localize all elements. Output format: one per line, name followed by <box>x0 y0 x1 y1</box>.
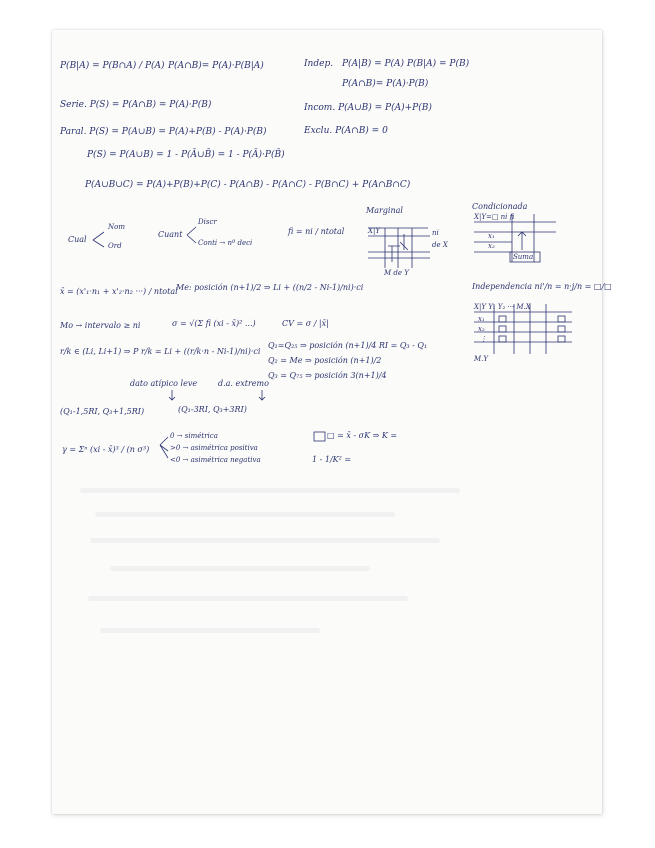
continua-label: Conti → nº deci <box>198 239 253 247</box>
discreta-label: Discr <box>198 218 217 226</box>
independence-row-x1: x₁ <box>478 315 485 323</box>
incompatible-formula: Incom. P(A∪B) = P(A)+P(B) <box>304 103 432 113</box>
condicionada-title: Condicionada <box>472 202 528 211</box>
skewness-symmetric: 0 → simétrica <box>170 432 218 440</box>
marginal-xy-header: X|Y <box>368 227 380 235</box>
marginal-de-x-label: de X <box>432 241 448 249</box>
independence-row-x2: x₂ <box>478 325 485 333</box>
marginal-de-y-label: M de Y <box>384 269 409 277</box>
exclusive-formula: Exclu. P(A∩B) = 0 <box>304 126 388 136</box>
skewness-formula: γ = Σⁿ (xi - x̄)³ / (n σ³) <box>62 445 150 454</box>
serie-formula: Serie. P(S) = P(A∩B) = P(A)·P(B) <box>60 100 212 110</box>
independence-table-header: X|Y Y₁ Y₂ ··· M.X <box>474 303 531 311</box>
marginal-title: Marginal <box>366 206 403 215</box>
condicionada-header: X|Y=□ ni fi <box>474 213 515 221</box>
condicionada-row-x1: x₁ <box>488 232 495 240</box>
independence-row-dots: ⋮ <box>480 335 487 343</box>
independence-table-title: Independencia ni'/n = n·j/n = □/□ <box>472 282 612 291</box>
independence-formula-1: P(A|B) = P(A) P(B|A) = P(B) <box>342 59 470 69</box>
atypical-extreme-label: d.a. extremo <box>218 379 269 388</box>
ordinal-label: Ord <box>108 242 122 250</box>
quartile-2-formula: Q₂ = Me ⇒ posición (n+1)/2 <box>268 356 382 365</box>
mean-formula: x̄ = (x'₁·n₁ + x'₂·n₂ ···) / ntotal <box>60 287 178 296</box>
marginal-ni-label: ni <box>432 229 439 237</box>
percentile-formula: r/k ∈ (Li, Li+1) ⇒ P r/k = Li + ((r/k·n - Ni-1)/ni)·ci <box>60 347 261 356</box>
cuantitativa-label: Cuant <box>158 230 183 239</box>
standard-deviation-formula: σ = √(Σ fi (xi - x̄)² ...) <box>172 319 256 328</box>
atypical-mild-label: dato atípico leve <box>130 379 198 388</box>
relative-frequency-formula: fi = ni / ntotal <box>288 227 345 236</box>
independence-marginal-y: M.Y <box>474 355 489 363</box>
three-event-union-formula: P(A∪B∪C) = P(A)+P(B)+P(C) - P(A∩B) - P(A∩C) - P(B∩C) + P(A∩B∩C) <box>85 180 411 190</box>
skewness-negative: <0 → asimétrica negativa <box>170 456 261 464</box>
mild-outlier-range: (Q₁-1,5RI, Q₃+1,5RI) <box>60 407 145 416</box>
coefficient-of-variation: CV = σ / |x̄| <box>282 319 329 328</box>
nominal-label: Nom <box>108 223 125 231</box>
mode-note: Mo → intervalo ≥ ni <box>60 321 141 330</box>
quartile-3-formula: Q₃ = Q₇₅ ⇒ posición 3(n+1)/4 <box>268 371 387 380</box>
quartile-1-formula: Q₁=Q₂₅ ⇒ posición (n+1)/4 RI = Q₃ - Q₁ <box>268 341 428 350</box>
skewness-positive: >0 → asimétrica positiva <box>170 444 258 452</box>
independence-label: Indep. <box>304 59 334 69</box>
conditional-probability-formula: P(B|A) = P(B∩A) / P(A) <box>60 61 165 71</box>
cualitativa-label: Cual <box>68 235 87 244</box>
condicionada-row-x2: x₂ <box>488 242 495 250</box>
condicionada-sum: Suma <box>513 253 534 261</box>
parallel-formula-2: P(S) = P(A∪B) = 1 - P(Ā∪B̄) = 1 - P(Ā)·P(B̄) <box>87 150 285 160</box>
parallel-formula: Paral. P(S) = P(A∪B) = P(A)+P(B) - P(A)·P(B) <box>60 127 267 137</box>
independence-formula-2: P(A∩B)= P(A)·P(B) <box>342 79 429 89</box>
chebyshev-formula: □ = x̄ - σK ⇒ K = <box>327 431 398 440</box>
median-formula: Me: posición (n+1)/2 ⇒ Li + ((n/2 - Ni-1)/ni)·ci <box>176 283 364 292</box>
extreme-outlier-range: (Q₁-3RI, Q₃+3RI) <box>178 405 247 414</box>
multiplication-rule: P(A∩B)= P(A)·P(B|A) <box>168 61 264 71</box>
chebyshev-formula-2: 1 - 1/K² = <box>312 455 352 464</box>
